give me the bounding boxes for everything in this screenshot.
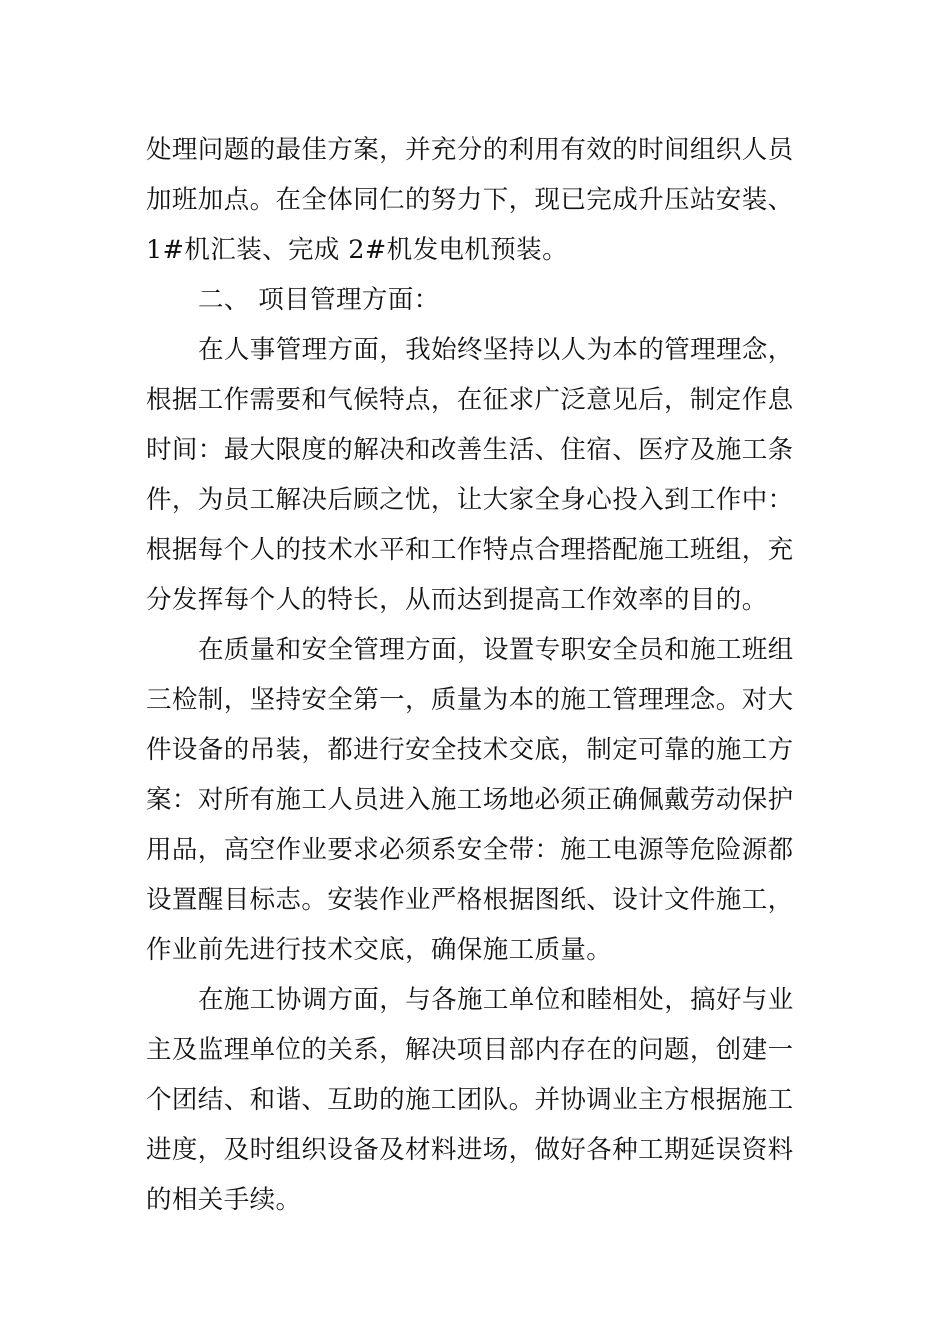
- text-line: 用品，高空作业要求必须系安全带：施工电源等危险源都: [146, 835, 794, 865]
- paragraph-first-line: 在人事管理方面，我始终坚持以人为本的管理理念，: [198, 335, 794, 365]
- paragraph-first-line: 在施工协调方面，与各施工单位和睦相处，搞好与业: [198, 985, 794, 1015]
- text-line: 1#机汇装、完成 2#机发电机预装。: [146, 235, 568, 265]
- text-line: 进度，及时组织设备及材料进场，做好各种工期延误资料: [146, 1135, 794, 1165]
- text-line: 个团结、和谐、互助的施工团队。并协调业主方根据施工: [146, 1085, 794, 1115]
- text-line: 分发挥每个人的特长，从而达到提高工作效率的目的。: [146, 585, 768, 615]
- text-line: 件设备的吊装，都进行安全技术交底，制定可靠的施工方: [146, 735, 794, 765]
- text-line: 三检制，坚持安全第一，质量为本的施工管理理念。对大: [146, 685, 794, 715]
- paragraph-first-line: 在质量和安全管理方面，设置专职安全员和施工班组: [198, 635, 794, 665]
- text-line: 的相关手续。: [146, 1185, 302, 1215]
- text-line: 处理问题的最佳方案，并充分的利用有效的时间组织人员: [146, 135, 794, 165]
- text-line: 作业前先进行技术交底，确保施工质量。: [146, 935, 613, 965]
- text-line: 主及监理单位的关系，解决项目部内存在的问题，创建一: [146, 1035, 794, 1065]
- text-line: 加班加点。在全体同仁的努力下，现已完成升压站安装、: [146, 185, 794, 215]
- text-line: 根据工作需要和气候特点，在征求广泛意见后，制定作息: [146, 385, 794, 415]
- text-line: 案：对所有施工人员进入施工场地必须正确佩戴劳动保护: [146, 785, 794, 815]
- text-line: 时间：最大限度的解决和改善生活、住宿、医疗及施工条: [146, 435, 794, 465]
- document-body: [146, 125, 816, 1225]
- text-line: 根据每个人的技术水平和工作特点合理搭配施工班组，充: [146, 535, 794, 565]
- text-line: 设置醒目标志。安装作业严格根据图纸、设计文件施工，: [146, 885, 794, 915]
- section-heading: 二、 项目管理方面：: [198, 285, 440, 315]
- text-line: 件，为员工解决后顾之忧，让大家全身心投入到工作中：: [146, 485, 794, 515]
